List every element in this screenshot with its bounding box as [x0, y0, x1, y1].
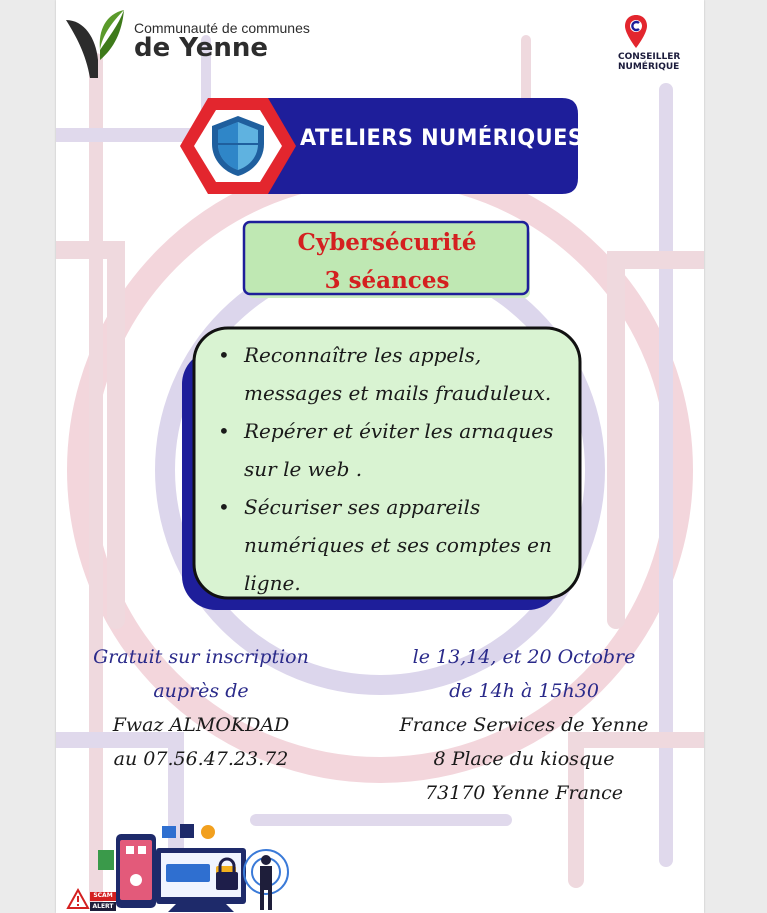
flyer-page	[56, 0, 704, 913]
map-pin-icon	[624, 14, 648, 50]
yenne-logo-icon	[64, 8, 126, 80]
session-title: Cybersécurité	[297, 229, 477, 256]
scam-label: SCAM	[93, 892, 113, 899]
event-street: 8 Place du kiosque	[433, 748, 615, 770]
session-info	[246, 224, 528, 296]
topic-item: • Sécuriser ses appareils numériques et ses comptes en ligne.	[218, 488, 588, 602]
topic-item: • Reconnaître les appels, messages et mails frauduleux.	[218, 336, 588, 412]
registration-line-2: auprès de	[153, 680, 249, 702]
contact-phone: au 07.56.47.23.72	[113, 748, 289, 770]
org-line-2: de Yenne	[134, 33, 269, 63]
event-venue: France Services de Yenne	[399, 714, 649, 736]
conseiller-numerique-label: CONSEILLER NUMÉRIQUE	[618, 52, 681, 72]
event-dates: le 13,14, et 20 Octobre	[412, 646, 636, 668]
contact-name: Fwaz ALMOKDAD	[112, 714, 290, 736]
registration-line-1: Gratuit sur inscription	[93, 646, 309, 668]
registration-info	[76, 640, 326, 776]
event-info	[374, 640, 674, 810]
alert-label: ALERT	[92, 903, 114, 910]
topic-item: • Repérer et éviter les arnaques sur le web .	[218, 412, 588, 488]
banner-title: ATELIERS NUMÉRIQUES	[300, 126, 584, 151]
event-time: de 14h à 15h30	[449, 680, 599, 702]
shield-icon	[210, 114, 266, 178]
org-line-1: Communauté de communes	[134, 20, 310, 36]
topics-list	[218, 336, 588, 602]
event-city: 73170 Yenne France	[424, 782, 624, 804]
session-count: 3 séances	[324, 267, 450, 294]
